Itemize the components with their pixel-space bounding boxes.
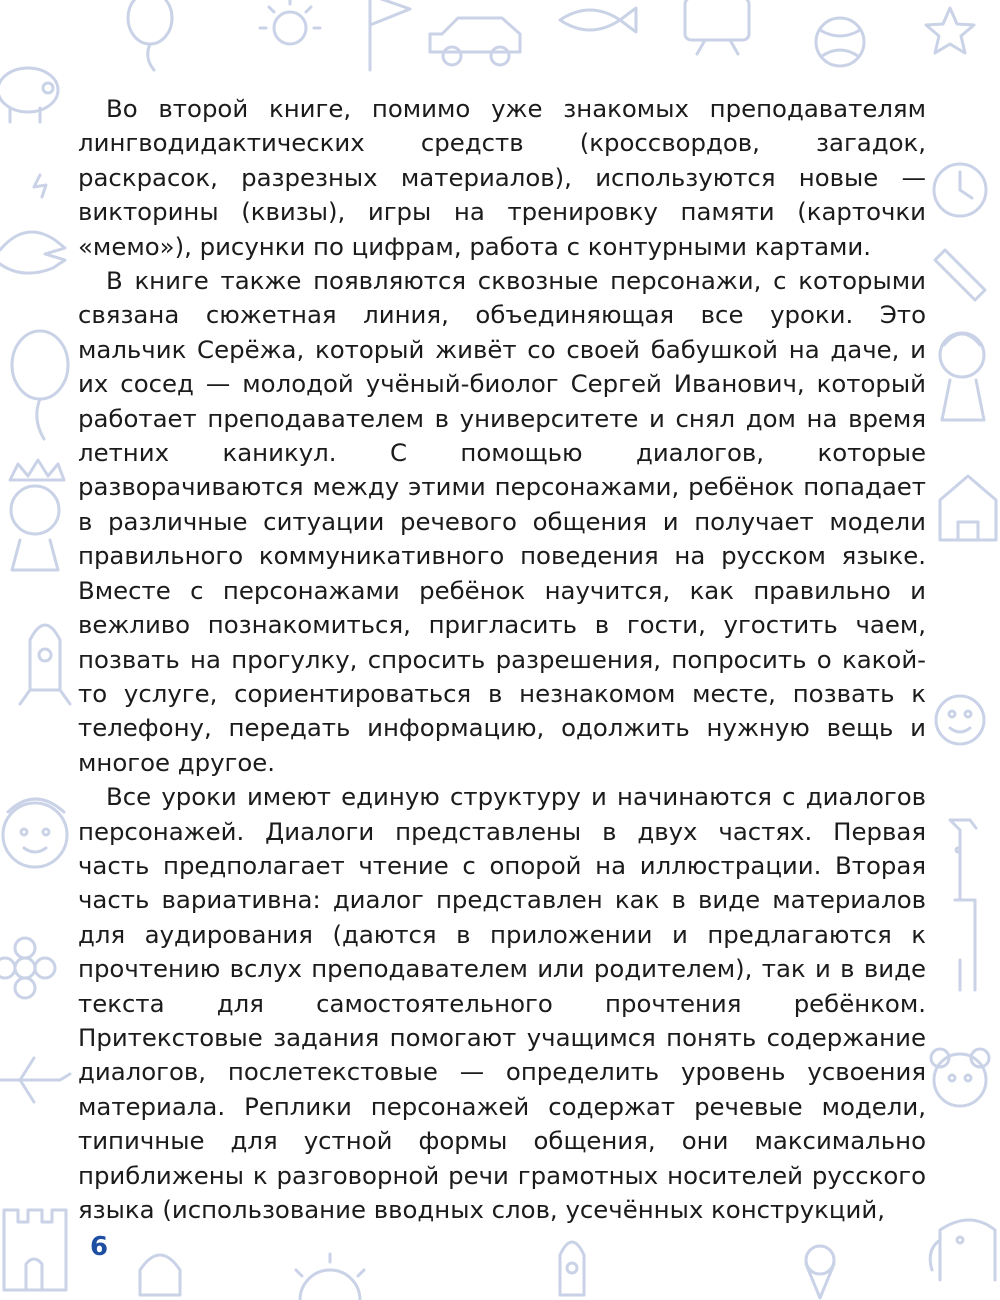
text-column <box>78 92 926 1224</box>
paragraph-1: Во второй книге, помимо уже знакомых преподавателям лингводидактических средств (кроссвордов, загадок, раскрасок, разрезных материалов), используются новые — викторины (квизы), игры на тренировку памяти (карточки «мемо»), рисунки по цифрам, работа с контурными картами. <box>78 94 926 261</box>
paragraph-2: В книге также появляются сквозные персонажи, с которыми связана сюжетная линия, объединяющая все уроки. Это мальчик Серёжа, который живёт со своей бабушкой на даче, и их сосед — молодой учёный-биолог Сергей Иванович, который работает преподавателем в университете и снял дом на время летних каникул. С помощью диалогов, которые разворачиваются между этими персонажами, ребёнок попадает в различные ситуации речевого общения и получает модели правильного коммуникативного поведения на русском языке. Вместе с персонажами ребёнок научится, как правильно и вежливо познакомиться, пригласить в гости, угостить чаем, позвать на прогулку, спросить разрешения, попросить о какой-то услуге, сориентироваться в незнакомом месте, позвать к телефону, передать информацию, одолжить нужную вещь и многое другое. <box>78 266 926 777</box>
rocket-bottom-icon <box>560 1242 584 1295</box>
giraffe-icon <box>950 820 976 990</box>
balloon-icon <box>128 0 172 70</box>
castle-icon <box>4 1210 66 1290</box>
plane-icon <box>0 1058 70 1102</box>
smile-icon <box>936 696 984 744</box>
sun-bottom-icon <box>296 1254 364 1300</box>
pencil-icon <box>935 250 985 300</box>
crown-girl-icon <box>10 460 64 570</box>
clock-icon <box>934 164 986 216</box>
rocket-icon <box>20 625 70 704</box>
page-number: 6 <box>90 1232 109 1262</box>
flower-icon <box>0 938 55 998</box>
bear-bottom-icon <box>140 1255 180 1295</box>
car-icon <box>430 18 520 65</box>
paragraph-3: Все уроки имеют единую структуру и начинаются с диалогов персонажей. Диалоги представлены в двух частях. Первая часть предполагает чтение с опорой на иллюстрации. Вторая часть вариативна: диалог представлен как в виде материалов для аудирования (даются в приложении и предлагаются к прочтению вслух преподавателем или родителем), так и в виде текста для самостоятельного прочтения ребёнком. Притекстовые задания помогают учащимся понять содержание диалогов, послетекстовые — определить уровень усвоения материала. Реплики персонажей содержат речевые модели, типичные для устной формы общения, они максимально приближены к разговорной речи грамотных носителей русского языка (использование вводных слов, усечённых конструкций, <box>78 782 926 1224</box>
house-icon <box>940 476 996 540</box>
tv-icon <box>685 0 749 54</box>
sun-icon <box>260 0 320 44</box>
balloon-left-icon <box>12 331 68 439</box>
teddy-bear-icon <box>931 1049 989 1106</box>
ball-icon <box>816 18 864 66</box>
crocodile-icon <box>0 175 65 273</box>
flag-icon <box>370 0 410 70</box>
boy-face-icon <box>3 799 67 867</box>
girl-icon <box>940 333 984 420</box>
star-icon <box>926 8 974 53</box>
elephant-icon <box>930 1220 995 1280</box>
pig-icon <box>0 68 58 122</box>
fish-icon <box>560 8 636 32</box>
ice-cream-icon <box>806 1246 834 1298</box>
